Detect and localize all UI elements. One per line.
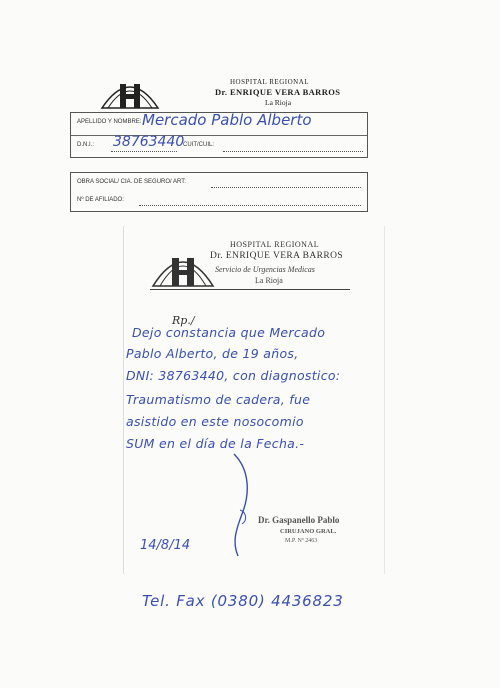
hospital-name-line2: Dr. ENRIQUE VERA BARROS: [215, 87, 341, 97]
slip-city: La Rioja: [255, 276, 283, 285]
obra-social-label: OBRA SOCIAL/ CIA. DE SEGURO/ ART:: [77, 179, 186, 185]
slip-hospital-logo: [150, 244, 216, 288]
certificate-line-2: Pablo Alberto, de 19 años,: [126, 346, 299, 361]
slip-hospital-line2: Dr. ENRIQUE VERA BARROS: [210, 251, 344, 261]
cuit-dotline: [223, 151, 363, 152]
hospital-logo: [98, 72, 162, 110]
obra-social-dotline: [211, 187, 361, 188]
afiliado-dotline: [139, 205, 361, 206]
hospital-city: La Rioja: [265, 98, 292, 107]
footer-phone: Tel. Fax (0380) 4436823: [142, 592, 344, 610]
rp-mark: Rp./: [172, 314, 195, 327]
certificate-line-5: asistido en este nosocomio: [126, 414, 304, 429]
signature-scribble: [220, 450, 260, 560]
afiliado-label: Nº DE AFILIADO:: [77, 197, 124, 203]
insurance-box: [70, 172, 368, 212]
doctor-stamp-mp: M.P. Nº 2463: [285, 538, 318, 544]
doctor-stamp-name: Dr. Gaspanello Pablo: [258, 515, 340, 525]
dni-label: D.N.I.:: [77, 142, 95, 148]
certificate-line-6: SUM en el día de la Fecha.-: [126, 436, 305, 451]
name-label: APELLIDO Y NOMBRE:: [77, 119, 142, 125]
certificate-line-1: Dejo constancia que Mercado: [132, 325, 326, 340]
certificate-line-4: Traumatismo de cadera, fue: [126, 392, 311, 407]
dni-dotline: [111, 151, 177, 152]
dni-handwritten: 38763440: [113, 134, 185, 150]
certificate-line-3: DNI: 38763440, con diagnostico:: [126, 368, 341, 383]
slip-header-rule: [150, 289, 350, 290]
cuit-label: CUIT/CUIL:: [183, 142, 215, 148]
handwritten-date: 14/8/14: [140, 538, 191, 553]
hospital-name-line1: HOSPITAL REGIONAL: [230, 78, 310, 86]
doctor-stamp-title: CIRUJANO GRAL.: [280, 528, 337, 535]
slip-service-name: Servicio de Urgencias Medicas: [215, 265, 315, 274]
patient-name-handwritten: Mercado Pablo Alberto: [142, 111, 312, 129]
slip-hospital-line1: HOSPITAL REGIONAL: [230, 240, 320, 249]
form-header: [70, 70, 368, 113]
